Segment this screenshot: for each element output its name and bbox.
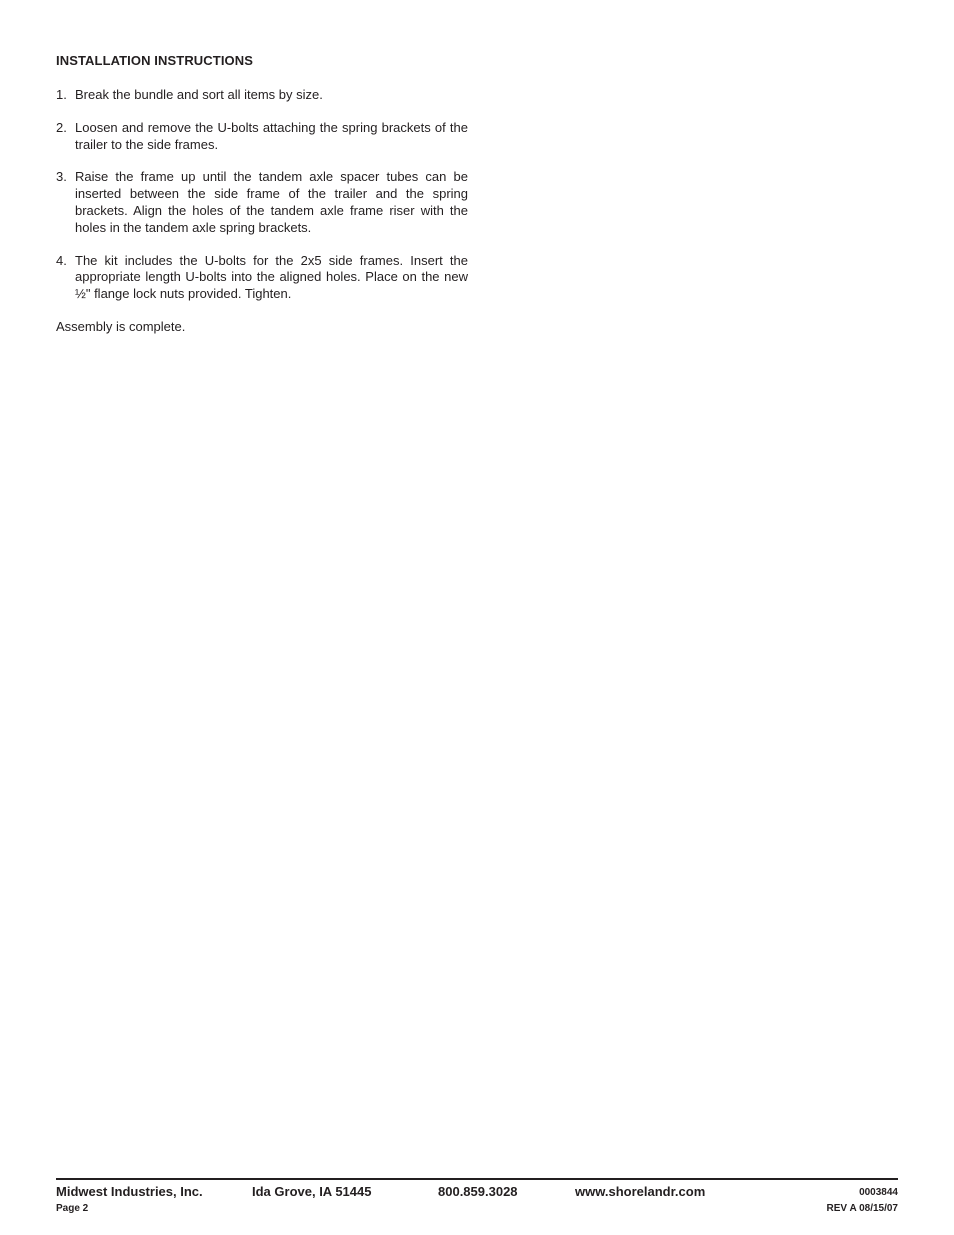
step-text: Raise the frame up until the tandem axle spacer tubes can be inserted between the side frame of the trailer and the spring brackets. Align the holes of the tandem axle frame riser with the holes in the tandem axle spring brackets.: [75, 169, 468, 235]
instructions-section: [56, 53, 468, 336]
list-item: [56, 120, 468, 154]
step-text: The kit includes the U-bolts for the 2x5 side frames. Insert the appropriate length U-bolts into the aligned holes. Place on the new ½" flange lock nuts provided. Tighten.: [75, 252, 468, 302]
step-number: 3.: [56, 169, 67, 185]
company-location: Ida Grove, IA 51445: [252, 1184, 372, 1199]
steps-list: [56, 87, 468, 303]
step-text: Loosen and remove the U-bolts attaching the spring brackets of the trailer to the side frames.: [75, 119, 468, 152]
list-item: [56, 87, 468, 104]
company-phone: 800.859.3028: [438, 1184, 518, 1199]
page-title: INSTALLATION INSTRUCTIONS: [56, 53, 254, 68]
revision-label: REV A 08/15/07: [826, 1203, 898, 1214]
footer-meta-row: [56, 1200, 898, 1218]
step-number: 4.: [56, 252, 67, 268]
step-number: 2.: [56, 119, 67, 135]
company-name: Midwest Industries, Inc.: [56, 1184, 203, 1199]
closing-text: Assembly is complete.: [56, 318, 186, 334]
document-number: 0003844: [859, 1187, 898, 1198]
page-footer: [56, 1178, 898, 1218]
page-number: Page 2: [56, 1203, 89, 1214]
list-item: [56, 169, 468, 236]
step-number: 1.: [56, 87, 67, 102]
list-item: [56, 253, 468, 303]
company-website: www.shorelandr.com: [575, 1184, 706, 1199]
footer-contact-row: [56, 1180, 898, 1200]
step-text: Break the bundle and sort all items by size.: [75, 87, 323, 102]
